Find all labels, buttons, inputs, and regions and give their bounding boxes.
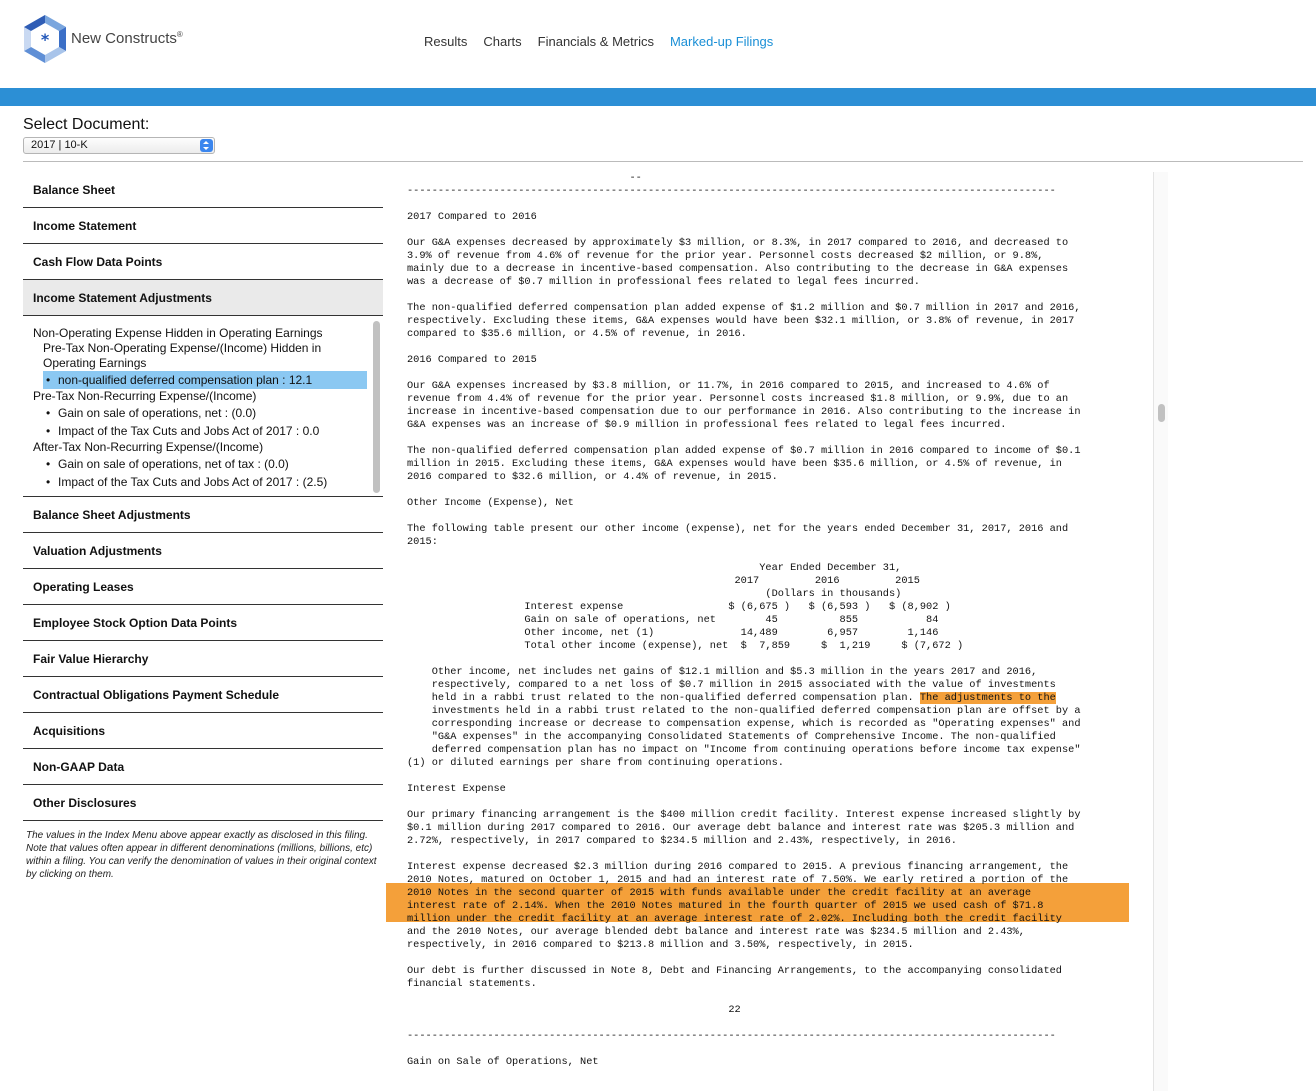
filing-document[interactable] (386, 172, 1153, 1091)
text-line: 2015: (407, 536, 438, 548)
submenu-list (33, 455, 383, 491)
menu-cash-flow-data-points[interactable]: Cash Flow Data Points (23, 244, 383, 280)
submenu-value-item[interactable]: • Gain on sale of operations, net of tax : (0.0) (43, 455, 383, 473)
brand-name: New Constructs® (71, 29, 183, 47)
table-header: 2017 2016 2015 (407, 575, 920, 587)
text-line: compared to $35.6 million, or 4.5% of revenue, in 2016. (407, 328, 747, 340)
highlighted-text[interactable]: The adjustments to the (919, 692, 1056, 704)
submenu-subheading: Pre-Tax Non-Operating Expense/(Income) Hidden in (43, 341, 322, 355)
nav-marked-up-filings[interactable]: Marked-up Filings (669, 34, 774, 49)
submenu-heading: After-Tax Non-Recurring Expense/(Income) (33, 440, 264, 454)
section-heading: Other Income (Expense), Net (407, 497, 574, 509)
text-line: respectively, compared to a net loss of $0.7 million in 2015 associated with the value of investments (407, 679, 1056, 691)
select-arrows-icon[interactable] (200, 139, 213, 152)
submenu-heading: Pre-Tax Non-Recurring Expense/(Income) (33, 389, 257, 403)
menu-income-statement-adjustments[interactable]: Income Statement Adjustments (23, 280, 383, 316)
menu-balance-sheet-adjustments[interactable]: Balance Sheet Adjustments (23, 497, 383, 533)
section-heading: 2016 Compared to 2015 (407, 354, 537, 366)
text-line: and the 2010 Notes, our average blended debt balance and interest rate was $234.5 million and 2.43%, (407, 926, 1025, 938)
text-line: The following table present our other income (expense), net for the years ended December 31, 2017, 2016 and (407, 523, 1069, 535)
header-accent-bar (0, 88, 1316, 106)
menu-non-gaap-data[interactable]: Non-GAAP Data (23, 749, 383, 785)
nav-charts[interactable]: Charts (483, 34, 522, 49)
submenu-scrollbar[interactable] (373, 321, 380, 493)
menu-contractual-obligations[interactable]: Contractual Obligations Payment Schedule (23, 677, 383, 713)
menu-employee-stock-option-data-points[interactable]: Employee Stock Option Data Points (23, 605, 383, 641)
text-line: held in a rabbi trust related to the non-qualified deferred compensation plan. (407, 692, 920, 704)
brand-logo[interactable] (22, 14, 183, 64)
text-line: 2010 Notes in the second quarter of 2015 with funds available under the credit facility at an average (407, 887, 1032, 899)
svg-text:*: * (40, 30, 50, 49)
select-document-label: Select Document: (23, 116, 150, 133)
text-line: Other income, net includes net gains of $12.1 million and $5.3 million in the years 2017 and 2016, (407, 666, 1038, 678)
section-heading: Gain on Sale of Operations, Net (407, 1056, 599, 1068)
section-heading: Interest Expense (407, 783, 506, 795)
page-rule: --------------------------------------------------------------------------------------------------------- (407, 1030, 1056, 1042)
text-line: was a decrease of $0.7 million in professional fees related to legal fees incurred. (407, 276, 920, 288)
text-line: interest rate of 2.14%. When the 2010 Notes matured in the fourth quarter of 2015 we used cash of $71.8 (407, 900, 1044, 912)
table-header: (Dollars in thousands) (407, 588, 902, 600)
text-line: G&A expenses was an increase of $0.9 million in professional fees related to legal fees incurred. (407, 419, 1007, 431)
text-line: financial statements. (407, 978, 537, 990)
menu-valuation-adjustments[interactable]: Valuation Adjustments (23, 533, 383, 569)
income-statement-adjustments-submenu (23, 316, 383, 497)
submenu-heading: Non-Operating Expense Hidden in Operating Earnings (33, 326, 323, 340)
submenu-value-item[interactable]: • Gain on sale of operations, net : (0.0) (43, 404, 383, 422)
submenu-list (33, 371, 383, 389)
text-line: Our primary financing arrangement is the $400 million credit facility. Interest expense increased slightly by (407, 809, 1081, 821)
menu-fair-value-hierarchy[interactable]: Fair Value Hierarchy (23, 641, 383, 677)
page-number: 22 (407, 1004, 741, 1016)
nav-results[interactable]: Results (424, 34, 468, 49)
table-header: Year Ended December 31, (407, 562, 902, 574)
main-nav (424, 34, 789, 49)
divider (23, 161, 1303, 162)
text-line: The non-qualified deferred compensation plan added expense of $1.2 million and $0.7 million in 2017 and 2016, (407, 302, 1081, 314)
text-line: deferred compensation plan has no impact on "Income from continuing operations before income tax expense" (407, 744, 1081, 756)
text-line: Our G&A expenses decreased by approximately $3 million, or 8.3%, in 2017 compared to 2016, and decreased to (407, 237, 1069, 249)
text-line: respectively. Excluding these items, G&A expenses would have been $32.1 million, or 3.8% of revenue, in 2017 (407, 315, 1075, 327)
submenu-value-item[interactable]: • Impact of the Tax Cuts and Jobs Act of 2017 : 0.0 (43, 422, 383, 440)
text-line: million in 2015. Excluding these items, G&A expenses would have been $35.6 million, or 4.5% of revenue, in (407, 458, 1062, 470)
nav-financials-metrics[interactable]: Financials & Metrics (537, 34, 654, 49)
table-row: Interest expense $ (6,675 ) $ (6,593 ) $ (8,902 ) (407, 601, 951, 613)
menu-income-statement[interactable]: Income Statement (23, 208, 383, 244)
filing-text (407, 172, 1129, 1069)
submenu-value-item[interactable]: • non-qualified deferred compensation plan : 12.1 (43, 371, 367, 389)
document-select-value: 2017 | 10-K (31, 139, 88, 151)
text-line: 2010 Notes, matured on October 1, 2015 and had an interest rate of 7.50%. We early retired a portion of the (407, 874, 1069, 886)
highlighted-text[interactable]: corresponding increase or decrease to compensation expense, which is recorded as "Operating expenses" and (407, 718, 1081, 730)
page-rule: --------------------------------------------------------------------------------------------------------- (407, 185, 1056, 197)
highlighted-text[interactable]: "G&A expenses" in the accompanying Consolidated Statements of Comprehensive Income. (407, 731, 945, 743)
table-row: Other income, net (1) 14,489 6,957 1,146 (407, 627, 939, 639)
text-line: mainly due to a decrease in incentive-based compensation. Also contributing to the decrease in G&A expenses (407, 263, 1069, 275)
text-line: Our debt is further discussed in Note 8, Debt and Financing Arrangements, to the accompanying consolidated (407, 965, 1062, 977)
text-line: respectively, in 2016 compared to $213.8 million and 3.50%, respectively, in 2015. (407, 939, 914, 951)
page-marker: -- (407, 172, 642, 184)
index-menu-disclaimer: The values in the Index Menu above appear exactly as disclosed in this filing. Note that values often appear in different denominations (millions, billions, etc) within a filing. You can verify the denomination of values in their original context by clicking on them. (26, 830, 377, 880)
document-select[interactable] (23, 137, 215, 154)
submenu-subheading: Operating Earnings (43, 356, 147, 370)
index-menu (23, 172, 383, 881)
text-line: The non-qualified (944, 731, 1056, 743)
table-row: Gain on sale of operations, net 45 855 84 (407, 614, 939, 626)
menu-operating-leases[interactable]: Operating Leases (23, 569, 383, 605)
text-line: The non-qualified deferred compensation plan added expense of $0.7 million in 2016 compared to income of $0.1 (407, 445, 1081, 457)
text-line: Interest expense decreased $2.3 million during 2016 compared to 2015. A previous financing arrangement, the (407, 861, 1069, 873)
text-line: 3.9% of revenue from 4.6% of revenue for the prior year. Personnel costs decreased $2 million, or 9.8%, (407, 250, 1044, 262)
app-header (0, 0, 1316, 88)
text-line: revenue from 4.4% of revenue for the prior year. Personnel costs increased $1.8 million, or 9.9%, due to an (407, 393, 1069, 405)
table-row: Total other income (expense), net $ 7,859 $ 1,219 $ (7,672 ) (407, 640, 964, 652)
document-scrollbar[interactable] (1153, 172, 1168, 1091)
text-line: Our G&A expenses increased by $3.8 million, or 11.7%, in 2016 compared to 2015, and increased to 4.6% of (407, 380, 1050, 392)
submenu-list (33, 404, 383, 440)
menu-acquisitions[interactable]: Acquisitions (23, 713, 383, 749)
menu-other-disclosures[interactable]: Other Disclosures (23, 785, 383, 821)
text-line: increase in incentive-based compensation due to our performance in 2016. Also contributing to the increase in (407, 406, 1081, 418)
logo-hexagon-icon (22, 14, 68, 64)
text-line: 2.72%, respectively, in 2017 compared to $234.5 million and 2.43%, respectively, in 2016. (407, 835, 957, 847)
highlighted-text[interactable]: investments held in a rabbi trust related to the non-qualified deferred compensation plan are offset by a (407, 705, 1081, 717)
document-scroll-thumb[interactable] (1158, 404, 1165, 422)
text-line: million under the credit facility at an average interest rate of 2.02%. Including both the credit facility (407, 913, 1062, 925)
section-heading: 2017 Compared to 2016 (407, 211, 537, 223)
submenu-value-item[interactable]: • Impact of the Tax Cuts and Jobs Act of 2017 : (2.5) (43, 473, 383, 491)
text-line: (1) or diluted earnings per share from continuing operations. (407, 757, 784, 769)
text-line: $0.1 million during 2017 compared to 2016. Our average debt balance and interest rate was $205.3 million and (407, 822, 1075, 834)
text-line: 2016 compared to $32.6 million, or 4.4% of revenue, in 2015. (407, 471, 778, 483)
menu-balance-sheet[interactable]: Balance Sheet (23, 172, 383, 208)
